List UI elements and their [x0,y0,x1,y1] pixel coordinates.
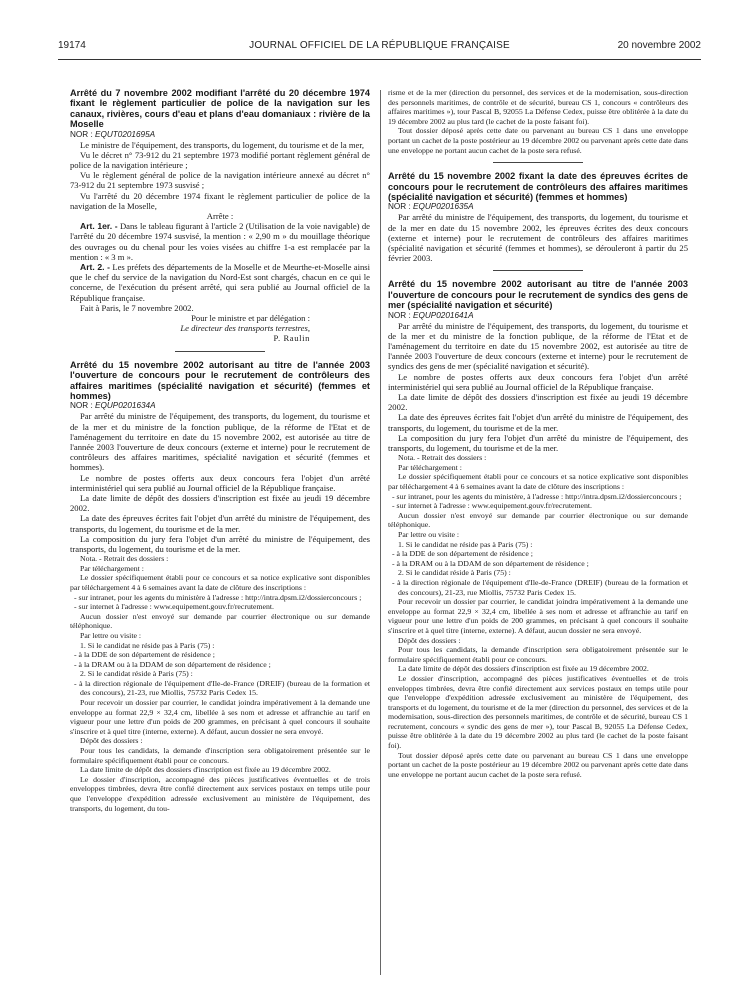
nota-line: Par téléchargement : [80,563,144,573]
nota-line: La date limite de dépôt des dossiers d'inscription est fixée au 19 décembre 2002. [398,664,649,674]
signature-title: Le directeur des transports terrestres, [180,323,310,334]
nota-line: Pour recevoir un dossier par courrier, le candidat joindra impérativement à la demande une enveloppe au format 22,9 × 32,4 cm, libellée à ses nom et adresse et affranchie au tarif en vigueur pour une lettre d'un poids de 200 grammes, en précisant à quel concours il souhaite s'inscrire et à quel titre (interne, externe). A défaut, aucun dossier ne sera envoyé. [70,698,370,736]
nota-list-item: - à la DRAM ou à la DDAM de son département de résidence ; [392,558,589,568]
nor-reference [70,130,370,140]
nota-list-item: - sur internet à l'adresse : www.equipement.gouv.fr/recrutement. [74,602,275,612]
nota-line: risme et de la mer (direction du personnel, des services et de la modernisation, sous-direction des personnels maritimes, de contrôle et de sécurité, bureau CS 1, concours « contrôleurs des affaires maritimes »), tour Pascal B, 92055 La Défense Cedex, puisse être oblitérée à la date du 19 décembre 2002 au plus tard (le cachet de la poste faisant foi). [388,88,688,126]
paragraph: La date des épreuves écrites fait l'objet d'un arrêté du ministre de l'équipement, des transports, du logement, du tourisme et de la mer. [70,513,370,534]
nor-code: EQUP0201634A [95,401,156,411]
nota-line: 2. Si le candidat réside à Paris (75) : [398,568,511,578]
nor-reference [70,401,370,411]
paragraph: La date limite de dépôt des dossiers d'inscription est fixée au jeudi 19 décembre 2002. [70,492,370,514]
section-separator [493,270,583,271]
nota-line: 1. Si le candidat ne réside pas à Paris (75) : [398,539,533,549]
page-number: 19174 [58,40,86,51]
nota-line: Le dossier d'inscription, accompagné des pièces justificatives éventuelles et de trois enveloppes timbrées, devra être confié directement aux services postaux en temps utile pour que l'enveloppe d'expédition adressée exclusivement au ministère de l'équipement, des transports et du logement, du tourisme et de la mer (direction du personnel, des services et de la modernisation, sous-direction des personnels maritimes, de contrôle et de sécurité, bureau CS 1 recrutement, concours « syndic des gens de mer »), tour Pascal B, 92055 La Défense Cedex, puisse être oblitérée à la date du 19 décembre 2002 au plus tard (le cachet de la poste faisant foi). [388,673,688,751]
nota-list-item: - sur intranet, pour les agents du ministère, à l'adresse : http://intra.dpsm.i2/dossierconcours ; [392,491,682,501]
nor-label: NOR : [70,401,93,411]
decree-title: Arrêté du 15 novembre 2002 fixant la date des épreuves écrites de concours pour le recrutement de contrôleurs des affaires maritimes (spécialité navigation et sécurité) (femmes et hommes) [388,171,688,202]
decree-title: Arrêté du 15 novembre 2002 autorisant au titre de l'année 2003 l'ouverture de concours pour le recrutement de contrôleurs des affaires maritimes (spécialité navigation et sécurité) (femmes et hommes) [70,359,370,401]
page-header [58,40,701,54]
paragraph: Le nombre de postes offerts aux deux concours fera l'objet d'un arrêté interministériel qui sera publié au Journal officiel de la République française. [388,371,688,392]
paragraph: Le nombre de postes offerts aux deux concours fera l'objet d'un arrêté interministériel qui sera publié au Journal officiel de la République française. [70,472,370,493]
nota-line: Le dossier d'inscription, accompagné des pièces justificatives éventuelles et de trois enveloppes timbrées, devra être confié directement aux services postaux en temps utile pour que l'enveloppe d'expédition adressée exclusivement au ministère de l'équipement, des transports, du logement, du tou- [70,774,370,813]
journal-title: JOURNAL OFFICIEL DE LA RÉPUBLIQUE FRANÇAISE [249,40,510,51]
nota-line: Tout dossier déposé après cette date ou parvenant au bureau CS 1 dans une enveloppe portant un cachet de la poste postérieur au 19 décembre 2002 ou parvenant après cette date dans une enveloppe ne portant aucun cachet de la poste sera refusé. [388,126,688,155]
nor-code: EQUT0201695A [95,129,156,139]
column-divider [380,90,381,975]
decree-title: Arrêté du 7 novembre 2002 modifiant l'arrêté du 20 décembre 1974 fixant le règlement particulier de police de la navigation sur les canaux, rivières, cours d'eau et plans d'eau domaniaux : rivière de la Moselle [70,88,370,130]
nota-line: 2. Si le candidat réside à Paris (75) : [80,669,193,679]
nor-code: EQUP0201641A [413,310,474,320]
article-text: Les préfets des départements de la Moselle et de Meurthe-et-Moselle ainsi que le chef du service de la navigation du Nord-Est sont chargés, chacun en ce qui le concerne, de l'exécution du présent arrêté, qui sera publié au Journal officiel de la République française. [70,262,371,303]
nota-list-item: - à la DDE de son département de résidence ; [74,650,215,660]
signature-line: Pour le ministre et par délégation : [191,313,310,324]
nor-label: NOR : [70,129,93,139]
nota-list-item: - à la direction régionale de l'équipement d'Ile-de-France (DREIF) (bureau de la formation et des concours), 21-23, rue Miollis, 75732 Paris Cedex 15. [392,577,688,597]
nor-code: EQUP0201635A [413,202,474,212]
section-separator [175,351,265,352]
nota-line: Tout dossier déposé après cette date ou parvenant au bureau CS 1 dans une enveloppe portant un cachet de la poste postérieur au 19 décembre 2002 ou parvenant après cette date dans une enveloppe ne portant aucun cachet de la poste sera refusé. [388,750,688,779]
nota-line: Dépôt des dossiers : [80,736,143,746]
paragraph: La composition du jury fera l'objet d'un arrêté du ministre de l'équipement, des transports, du logement, du tourisme et de la mer. [70,533,370,554]
paragraph: Par arrêté du ministre de l'équipement, des transports, du logement, du tourisme et de la mer en date du 15 novembre 2002, les épreuves écrites des deux concours (externe et interne) pour le recrutement de contrôleurs des affaires maritimes (spécialité navigation et sécurité (femmes et hommes), se dérouleront à partir du 25 février 2003. [388,212,688,264]
left-column [70,88,370,813]
paragraph: Vu l'arrêté du 20 décembre 1974 fixant le règlement particulier de police de la navigation de la Moselle, [70,190,370,211]
nota-line: 1. Si le candidat ne réside pas à Paris (75) : [80,640,215,650]
nota-line: Pour tous les candidats, la demande d'inscription sera obligatoirement présentée sur le formulaire spécifiquement établi pour ce concours. [388,645,688,664]
article-label: Art. 1er. - [80,221,118,232]
article-label: Art. 2. - [80,262,110,273]
paragraph: La date limite de dépôt des dossiers d'inscription est fixée au jeudi 19 décembre 2002. [388,392,688,413]
nota-line: Le dossier spécifiquement établi pour ce concours et sa notice explicative sont disponibles par téléchargement 4 à 6 semaines avant la date de clôture des inscriptions : [70,573,370,592]
nota-list-item: - à la direction régionale de l'équipement d'Ile-de-France (DREIF) (bureau de la formation et des concours), 21-23, rue Miollis, 75732 Paris Cedex 15. [74,678,370,698]
issue-date: 20 novembre 2002 [617,40,701,51]
paragraph: Par arrêté du ministre de l'équipement, des transports, du logement, du tourisme et de la mer et du ministre de la fonction publique, de la réforme de l'Etat et de l'aménagement du territoire en date du 15 novembre 2002, est autorisée au titre de l'année 2003 l'ouverture de deux concours (externe et interne) pour le recrutement de contrôleurs des affaires maritimes, spécialité navigation et sécurité (femmes et hommes). [70,411,370,473]
nota-line: Le dossier spécifiquement établi pour ce concours et sa notice explicative sont disponibles par téléchargement 4 à 6 semaines avant la date de clôture des inscriptions : [388,472,688,492]
paragraph: Par arrêté du ministre de l'équipement, des transports, du logement, du tourisme et de la mer et du ministre de la fonction publique, de la réforme de l'Etat et de l'aménagement du territoire en date du 15 novembre 2002, est autorisée au titre de l'année 2003 l'ouverture de deux concours (externe et interne) pour le recrutement de syndics des gens de mer (spécialité navigation et sécurité). [388,320,688,372]
article-text: Dans le tableau figurant à l'article 2 (Utilisation de la voie navigable) de l'arrêté du 20 décembre 1974 susvisé, la mention : « 2,90 m » du mouillage théorique des ouvrages ou du chenal pour les voies visées au chiffre 1-a est remplacée par la mention : « 3 m ». [70,221,370,262]
nota-line: Pour tous les candidats, la demande d'inscription sera obligatoirement présentée sur le formulaire spécifiquement établi pour ce concours. [70,746,370,765]
nota-line: Aucun dossier n'est envoyé sur demande par courrier électronique ou sur demande téléphonique. [70,611,370,631]
nota-line: Par téléchargement : [398,462,462,472]
signature-date: Fait à Paris, le 7 novembre 2002. [80,302,194,313]
decree-title: Arrêté du 15 novembre 2002 autorisant au titre de l'année 2003 l'ouverture de concours pour le recrutement de syndics des gens de mer (spécialité navigation et sécurité) [388,279,688,311]
paragraph: Le ministre de l'équipement, des transports, du logement, du tourisme et de la mer, [80,139,365,150]
nota-line: La date limite de dépôt des dossiers d'inscription est fixée au 19 décembre 2002. [80,765,331,775]
header-rule [58,59,701,60]
nota-line: Par lettre ou visite : [80,630,142,640]
nota-line: Dépôt des dossiers : [398,635,461,645]
paragraph: La composition du jury fera l'objet d'un arrêté du ministre de l'équipement, des transports, du logement, du tourisme et de la mer. [388,432,688,454]
nota-line: Pour recevoir un dossier par courrier, le candidat joindra impérativement à la demande une enveloppe au format 22,9 × 32,4 cm, libellée à ses nom et adresse et affranchie au tarif en vigueur pour une lettre d'un poids de 200 grammes, en précisant à quel concours il souhaite s'inscrire et à quel titre (interne, externe). A défaut, aucun dossier ne sera envoyé. [388,597,688,635]
nota-line: Nota. - Retrait des dossiers : [398,453,487,463]
article-1 [70,221,370,262]
paragraph: La date des épreuves écrites fait l'objet d'un arrêté du ministre de l'équipement, des transports, du logement, du tourisme et de la mer. [388,412,688,433]
nor-reference [388,202,688,212]
nota-line: Aucun dossier n'est envoyé sur demande par courrier électronique ou sur demande téléphonique. [388,510,688,530]
nota-list-item: - à la DDE de son département de résidence ; [392,549,533,559]
nor-label: NOR : [388,202,411,212]
article-2 [70,262,370,303]
nota-list-item: - à la DRAM ou à la DDAM de son département de résidence ; [74,659,271,669]
paragraph: Vu le décret n° 73-912 du 21 septembre 1973 modifié portant règlement général de police de la navigation intérieure ; [70,149,370,171]
signatory-name: P. Raulin [273,333,310,344]
paragraph: Vu le règlement général de police de la navigation intérieure annexé au décret n° 73-912 du 21 septembre 1973 susvisé ; [70,170,370,191]
nota-line: Nota. - Retrait des dossiers : [80,554,169,564]
section-separator [493,162,583,163]
nota-list-item: - sur intranet, pour les agents du ministère à l'adresse : http://intra.dpsm.i2/dossierconcours ; [74,592,362,602]
arrete-heading: Arrête : [206,211,234,222]
nor-label: NOR : [388,310,411,320]
nor-reference [388,311,688,321]
right-column [388,88,688,779]
nota-line: Par lettre ou visite : [398,530,460,539]
nota-list-item: - sur internet à l'adresse : www.equipement.gouv.fr/recrutement. [392,501,593,511]
